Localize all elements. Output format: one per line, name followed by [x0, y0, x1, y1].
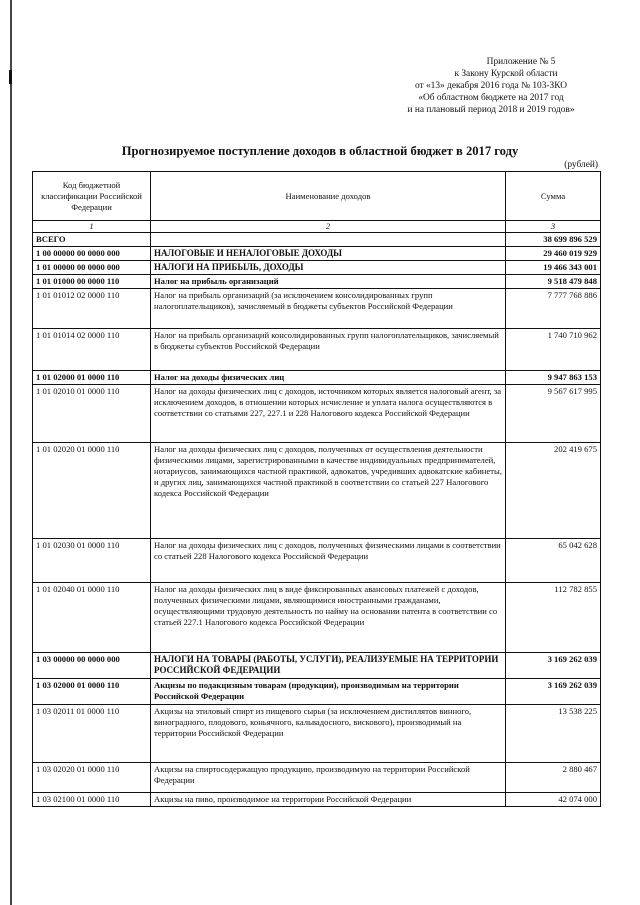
row-name: Налог на доходы физических лиц с доходов, источником которых является налоговый агент, за исключением доходов, в отношении которых исчисление и уплата налога осуществляются в соответствии со статьями 227, 227.1 и 228 Налогового кодекса Российской Федерации	[151, 385, 506, 443]
table-row	[33, 653, 601, 679]
row-code: 1 01 01014 02 0000 110	[33, 329, 151, 371]
column-number: 2	[151, 221, 506, 233]
row-sum: 1 740 710 962	[506, 329, 601, 371]
appendix-line: к Закону Курской области	[454, 69, 558, 79]
row-code: 1 03 02011 01 0000 110	[33, 705, 151, 763]
row-name: Акцизы на спиртосодержащую продукцию, производимую на территории Российской Федерации	[151, 763, 506, 793]
table-row	[33, 247, 601, 261]
column-number: 3	[506, 221, 601, 233]
appendix-block	[360, 56, 622, 116]
row-code: 1 01 00000 00 0000 000	[33, 261, 151, 275]
row-code: 1 01 01000 00 0000 110	[33, 275, 151, 289]
header-sum: Сумма	[506, 172, 601, 221]
appendix-line: Приложение № 5	[486, 57, 556, 67]
row-code: 1 01 02000 01 0000 110	[33, 371, 151, 385]
table-row	[33, 793, 601, 807]
table-header-row	[33, 172, 601, 221]
row-code: 1 01 01012 02 0000 110	[33, 289, 151, 329]
row-sum: 7 777 768 886	[506, 289, 601, 329]
table-row	[33, 679, 601, 705]
row-code: 1 03 02000 01 0000 110	[33, 679, 151, 705]
row-name: Налог на прибыль организаций (за исключением консолидированных групп налогоплательщиков), зачисляемый в бюджеты субъектов Российской Федерации	[151, 289, 506, 329]
row-name: НАЛОГИ НА ПРИБЫЛЬ, ДОХОДЫ	[151, 261, 506, 275]
row-code: 1 01 02040 01 0000 110	[33, 583, 151, 653]
header-name: Наименование доходов	[151, 172, 506, 221]
row-sum: 112 782 855	[506, 583, 601, 653]
table-row	[33, 539, 601, 583]
table-row	[33, 705, 601, 763]
scan-edge-line	[10, 0, 12, 905]
row-name: Акцизы по подакцизным товарам (продукции), производимым на территории Российской Федерации	[151, 679, 506, 705]
table-row-total	[33, 233, 601, 247]
row-sum: 29 460 019 929	[506, 247, 601, 261]
row-code: 1 03 02020 01 0000 110	[33, 763, 151, 793]
column-number-row	[33, 221, 601, 233]
table-row	[33, 275, 601, 289]
row-sum: 9 518 479 848	[506, 275, 601, 289]
row-code: 1 03 02100 01 0000 110	[33, 793, 151, 807]
table-row	[33, 329, 601, 371]
row-name: Акцизы на этиловый спирт из пищевого сырья (за исключением дистиллятов винного, виноградного, плодового, коньячного, кальвадосного, вискового), производимый на территории Российской Федерации	[151, 705, 506, 763]
row-code: 1 01 02010 01 0000 110	[33, 385, 151, 443]
row-sum: 9 947 863 153	[506, 371, 601, 385]
row-sum: 9 567 617 995	[506, 385, 601, 443]
row-sum: 13 538 225	[506, 705, 601, 763]
row-name: Налог на доходы физических лиц с доходов, полученных физическими лицами в соответствии со статьей 228 Налогового кодекса Российской Федерации	[151, 539, 506, 583]
row-name: Акцизы на пиво, производимое на территории Российской Федерации	[151, 793, 506, 807]
row-sum: 42 074 000	[506, 793, 601, 807]
table-row	[33, 443, 601, 539]
row-sum: 19 466 343 001	[506, 261, 601, 275]
row-code: 1 03 00000 00 0000 000	[33, 653, 151, 679]
row-name: Налог на доходы физических лиц в виде фиксированных авансовых платежей с доходов, полученных физическими лицами, являющимися иностранными гражданами, осуществляющими трудовую деятельность по найму на основании патента в соответствии со статьей 227.1 Налогового кодекса Российской Федерации	[151, 583, 506, 653]
scan-edge-mark	[9, 70, 12, 84]
units-label: (рублей)	[564, 160, 598, 170]
row-name: Налог на доходы физических лиц с доходов, полученных от осуществления деятельности физическими лицами, зарегистрированными в качестве индивидуальных предпринимателей, нотариусов, занимающихся частной практикой, адвокатов, учредивших адвокатские кабинеты, и других лиц, занимающихся частной практикой в соответствии со статьей 227 Налогового кодекса Российской Федерации	[151, 443, 506, 539]
row-sum: 3 169 262 039	[506, 653, 601, 679]
table-row	[33, 763, 601, 793]
table-row	[33, 289, 601, 329]
table-row	[33, 371, 601, 385]
row-name: НАЛОГОВЫЕ И НЕНАЛОГОВЫЕ ДОХОДЫ	[151, 247, 506, 261]
table-row	[33, 261, 601, 275]
row-code: 1 01 02030 01 0000 110	[33, 539, 151, 583]
row-name: Налог на прибыль организаций	[151, 275, 506, 289]
row-sum: 65 042 628	[506, 539, 601, 583]
row-code: ВСЕГО	[33, 233, 151, 247]
row-sum: 202 419 675	[506, 443, 601, 539]
row-sum: 2 880 467	[506, 763, 601, 793]
row-sum: 38 699 896 529	[506, 233, 601, 247]
row-name: Налог на прибыль организаций консолидированных групп налогоплательщиков, зачисляемый в бюджеты субъектов Российской Федерации	[151, 329, 506, 371]
document-title: Прогнозируемое поступление доходов в областной бюджет в 2017 году	[121, 144, 519, 158]
column-number: 1	[33, 221, 151, 233]
header-code: Код бюджетной классификации Российской Федерации	[33, 172, 151, 221]
row-code: 1 01 02020 01 0000 110	[33, 443, 151, 539]
table-row	[33, 583, 601, 653]
income-table	[32, 171, 601, 807]
appendix-line: «Об областном бюджете на 2017 год	[418, 93, 564, 103]
appendix-line: от «13» декабря 2016 года № 103-ЗКО	[414, 81, 568, 91]
table-row	[33, 385, 601, 443]
row-name: НАЛОГИ НА ТОВАРЫ (РАБОТЫ, УСЛУГИ), РЕАЛИЗУЕМЫЕ НА ТЕРРИТОРИИ РОССИЙСКОЙ ФЕДЕРАЦИИ	[151, 653, 506, 679]
row-name: Налог на доходы физических лиц	[151, 371, 506, 385]
row-name	[151, 233, 506, 247]
appendix-line: и на плановый период 2018 и 2019 годов»	[407, 105, 575, 115]
row-sum: 3 169 262 039	[506, 679, 601, 705]
row-code: 1 00 00000 00 0000 000	[33, 247, 151, 261]
